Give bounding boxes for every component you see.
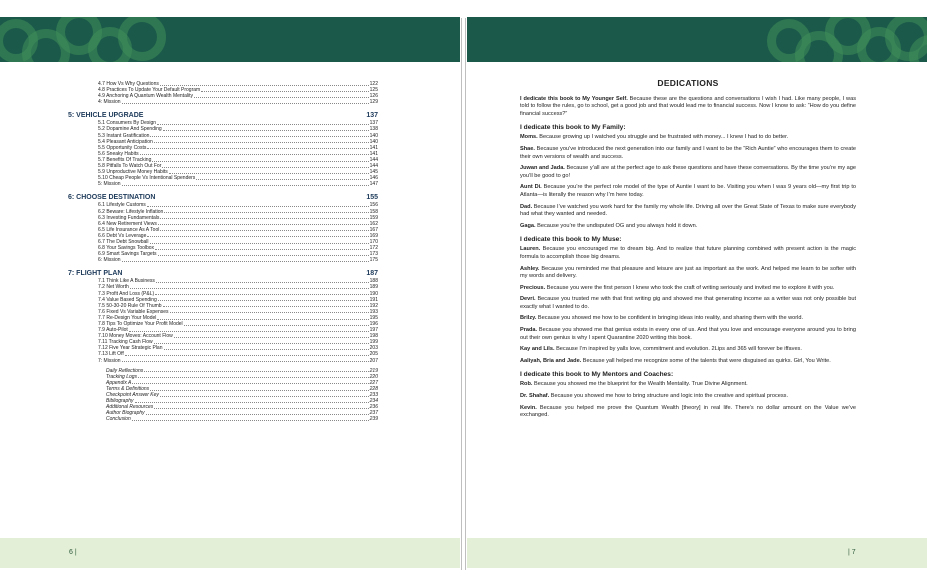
toc-section-heading [68, 111, 378, 120]
toc-entry-page: 188 [369, 278, 378, 285]
dedication-entry [520, 246, 856, 261]
toc-entry-page: 197 [369, 327, 378, 334]
toc-entry-title: 5: Mission [98, 181, 121, 188]
toc-extra-entry [68, 416, 378, 422]
toc-entry-page: 196 [369, 321, 378, 327]
toc-entry-page: 169 [369, 232, 378, 239]
toc-leader-dots [147, 233, 368, 238]
dedication-name: Rob. [520, 381, 533, 388]
toc-entry [68, 257, 378, 263]
toc-leader-dots [170, 309, 369, 314]
dedication-text: Because you encouraged me to dream big. And to realize that future planning combined with present action is the magic formula to accomplish those big dreams. [520, 246, 856, 260]
dedication-text: Because I’m inspired by yalls love, commitment and evolution. 2Lips and 365 will forever be iffaves. [554, 346, 802, 353]
toc-entry-title: 7.11 Tracking Cash Flow [98, 339, 153, 346]
toc-leader-dots [163, 126, 369, 131]
toc-entry-title: 5.5 Opportunity Costs [98, 144, 147, 151]
toc-section-title: 7: FLIGHT PLAN [68, 270, 123, 278]
toc-entry-page: 233 [369, 392, 378, 399]
dedication-entry [520, 346, 856, 354]
dedication-entry [520, 223, 856, 231]
dedication-text: Because you showed me how to bring structure and logic into the creative and spiritual process. [549, 393, 789, 400]
toc-entry-title: 7: Mission [98, 357, 121, 364]
dedication-entry [520, 358, 856, 366]
toc-leader-dots [144, 368, 368, 373]
dedication-entry [520, 405, 856, 420]
toc-section-page: 187 [366, 270, 378, 278]
toc-entry-page: 137 [369, 120, 378, 127]
toc-entry-page: 205 [369, 351, 378, 358]
toc-entry-title: 7.5 50-30-20 Rule Of Thumb [98, 302, 162, 309]
dedication-name: Prada. [520, 327, 538, 334]
toc-entry-page: 219 [369, 367, 378, 374]
dedication-entry [520, 165, 856, 180]
dedication-lead: I dedicate this book to My Younger Self. [520, 95, 628, 102]
toc-leader-dots [155, 291, 369, 296]
dedication-name: Ashley. [520, 265, 540, 272]
toc-leader-dots [184, 321, 369, 326]
toc-entry-page: 199 [369, 339, 378, 346]
dedication-text: Because you’re the perfect role model of the type of Auntie I want to be. Visiting you when I was 9 years old—my first trip to Atlanta—is literally the reason why I’m here today. [520, 184, 856, 198]
dedication-name: Aunt Di. [520, 184, 542, 191]
dedication-name: Lauren. [520, 246, 541, 253]
left-page [0, 0, 460, 588]
toc-entry-page: 203 [369, 345, 378, 352]
toc-entry-page: 228 [369, 385, 378, 392]
toc-entry-page: 144 [369, 156, 378, 163]
toc-leader-dots [157, 315, 368, 320]
toc-leader-dots [138, 374, 369, 379]
toc-entry-title: 7.9 Auto-Pilot [98, 327, 128, 334]
toc-entry-title: Daily Reflections [106, 367, 144, 374]
toc-entry-title: 7.10 Money Moves: Account Flow [98, 333, 173, 340]
toc-leader-dots [164, 345, 369, 350]
toc-leader-dots [156, 278, 369, 283]
toc-leader-dots [122, 181, 369, 186]
toc-entry-title: 6.8 Your Savings Toolbox [98, 245, 155, 252]
toc-entry-title: Tracking Logs [106, 373, 138, 380]
toc-leader-dots [122, 257, 369, 262]
toc-entry-page: 156 [369, 202, 378, 209]
right-header-banner [467, 17, 927, 62]
toc-leader-dots [174, 333, 369, 338]
dedication-name: Precious. [520, 284, 546, 291]
dedication-name: Moms. [520, 134, 538, 141]
dedication-entry [520, 315, 856, 323]
toc-entry-page: 141 [369, 144, 378, 151]
toc-entry-title: 6.2 Beware: Lifestyle Inflation [98, 208, 164, 215]
toc-entry-page: 220 [369, 373, 378, 380]
toc-entry-page: 175 [369, 257, 378, 264]
dedication-entry [520, 381, 856, 389]
dedication-text: Because you showed me how to be confident in bringing ideas into reality, and sharing them with the world. [536, 315, 804, 322]
toc-leader-dots [155, 245, 369, 250]
toc-entry-title: Conclusion [106, 416, 131, 423]
toc-entry-title: 7.2 Net Worth [98, 284, 129, 291]
toc-entry-title: 6.1 Lifestyle Customs [98, 202, 146, 209]
toc-entry-page: 122 [369, 81, 378, 87]
toc-entry-title: 5.9 Unproductive Money Habits [98, 169, 168, 176]
toc-leader-dots [154, 404, 368, 409]
dedication-name: Dad. [520, 203, 533, 210]
toc-section-heading [68, 193, 378, 202]
toc-entry-page: 227 [369, 379, 378, 386]
dedication-entry [520, 266, 856, 281]
toc-section-page: 155 [366, 194, 378, 202]
toc-entry-title: 5.6 Sneaky Habits [98, 150, 139, 157]
toc-entry-title: 7.3 Profit And Loss (P&L) [98, 290, 155, 297]
toc-entry-title: 4.9 Anchoring A Quantum Wealth Mentality [98, 93, 193, 100]
toc-entry-title: 4.7 How Vs Why Questions [98, 81, 159, 87]
dedication-text: Because you showed me the blueprint for the Wealth Mentality. True Divine Alignment. [532, 381, 748, 388]
toc-leader-dots [150, 239, 369, 244]
toc-entry-title: Additional Resources [106, 404, 154, 411]
dedication-self [520, 96, 856, 119]
toc-entry-page: 141 [369, 150, 378, 157]
toc-entry-page: 126 [369, 93, 378, 100]
toc-entry-page: 147 [369, 181, 378, 188]
toc-leader-dots [158, 251, 369, 256]
dedication-text: Because you showed me that genius exists in every one of us. And that you love and encourage everyone around you to bring out their own genius is why I spent Quarantine 2020 writing this book. [520, 327, 856, 341]
dedication-entry [520, 146, 856, 161]
toc-heading-spacer [123, 269, 365, 277]
toc-entry-page: 138 [369, 126, 378, 133]
toc-leader-dots [150, 386, 368, 391]
dedication-text: Because you trusted me with that first writing gig and showed me that generating income as a writer was not only possible but exactly what I wanted to do. [520, 296, 856, 310]
toc-section-page: 137 [366, 112, 378, 120]
dedication-group-heading: I dedicate this book to My Family: [520, 124, 626, 132]
toc-entry-title: 7.4 Value Based Spending [98, 296, 157, 303]
toc-entry-page: 239 [369, 416, 378, 423]
dedication-text: Because you reminded me that pleasure and leisure are just as important as the work. And helped me learn to be softer with my words and delivery. [520, 265, 856, 280]
toc-section-title: 5: VEHICLE UPGRADE [68, 112, 144, 120]
toc-entry-title: 5.7 Benefits Of Tracking [98, 156, 152, 163]
toc-entry-page: 129 [369, 99, 378, 106]
dedication-name: Gaga. [520, 222, 536, 229]
toc-entry-title: Bibliography [106, 398, 134, 405]
toc-leader-dots [146, 410, 369, 415]
dedication-name: Devri. [520, 296, 536, 303]
toc-entry-title: 6.6 Debt Vs Leverage [98, 232, 147, 239]
toc-entry-page: 172 [369, 245, 378, 252]
toc-entry-page: 190 [369, 290, 378, 297]
toc-leader-dots [196, 175, 368, 180]
toc-entry-page: 193 [369, 308, 378, 315]
toc-entry-page: 198 [369, 333, 378, 340]
toc-entry-page: 237 [369, 410, 378, 417]
toc-entry-title: Checkpoint Answer Key [106, 392, 159, 399]
toc-leader-dots [160, 215, 368, 220]
toc-entry [68, 181, 378, 187]
toc-section-title: 6: CHOOSE DESTINATION [68, 194, 156, 202]
dedication-text: Because you’re the undisputed OG and you always hold it down. [535, 222, 698, 229]
toc-leader-dots [154, 339, 369, 344]
toc-entry-page: 234 [369, 398, 378, 405]
dedication-text: Because yall helped me recognize some of the talents that were disguised as quirks. Girl, You Write. [581, 357, 831, 364]
toc-entry-page: 144 [369, 163, 378, 170]
toc-heading-spacer [156, 193, 365, 201]
toc-entry-page: 145 [369, 169, 378, 176]
toc-leader-dots [164, 209, 368, 214]
dedication-group-heading: I dedicate this book to My Mentors and Coaches: [520, 371, 674, 379]
toc-entry-page: 236 [369, 404, 378, 411]
dedication-name: Kay and Lils. [520, 346, 555, 353]
toc-entry-title: Terms & Definitions [106, 385, 150, 392]
toc-entry-page: 167 [369, 226, 378, 233]
dedication-entry [520, 285, 856, 293]
toc-entry-page: 191 [369, 296, 378, 303]
dedication-text: Because you were the first person I knew who took the craft of writing seriously and invited me to explore it with you. [545, 284, 835, 291]
toc-leader-dots [158, 221, 369, 226]
toc-entry-page: 158 [369, 208, 378, 215]
toc-entry-page: 173 [369, 251, 378, 258]
toc-leader-dots [163, 303, 369, 308]
toc-entry-title: 5.8 Pitfalls To Watch Out For [98, 163, 162, 170]
dedication-entry [520, 393, 856, 401]
toc-entry-title: 5.1 Consumers By Design [98, 120, 157, 127]
left-header-banner [0, 17, 460, 62]
dedication-name: Kevin. [520, 404, 537, 411]
toc-entry-title: 6.5 Life Insurance As A Tool [98, 226, 160, 233]
toc-entry-title: 4.8 Practices To Update Your Default Program [98, 87, 201, 94]
toc-heading-spacer [144, 111, 365, 119]
dedication-name: Juwan and Jada. [520, 165, 565, 172]
dedication-text: Because I’ve watched you work hard for the family my whole life. Driving all over the Great State of Texas to make sure everybody had what they wanted and needed. [520, 203, 856, 218]
toc-entry-title: 7.6 Fixed Vs Variable Expenses [98, 308, 169, 315]
toc-entry-title: 5.3 Instant Gratification [98, 132, 150, 139]
dedication-entry [520, 204, 856, 219]
dedication-entry [520, 327, 856, 342]
dedication-entry [520, 134, 856, 142]
toc-entry-title: 6.3 Investing Fundamentals [98, 214, 160, 221]
toc-entry-title: 4: Mission [98, 99, 121, 106]
toc-leader-dots [132, 416, 369, 421]
toc-leader-dots [135, 398, 369, 403]
table-of-contents [68, 81, 378, 423]
dedication-text: Because y’all are at the perfect age to ask these questions and have these conversations. By the time you’re my age you’ll be good to go! [520, 165, 856, 179]
dedications-section [520, 80, 856, 424]
toc-leader-dots [152, 157, 368, 162]
dedication-text: Because growing up I watched you struggle and be frustrated with money... I knew I had to do better. [537, 134, 789, 141]
toc-leader-dots [194, 93, 369, 98]
toc-leader-dots [160, 227, 368, 232]
toc-leader-dots [160, 392, 369, 397]
toc-entry-page: 207 [369, 357, 378, 364]
toc-leader-dots [158, 297, 369, 302]
right-page [467, 0, 927, 588]
toc-leader-dots [160, 81, 369, 86]
toc-entry-page: 140 [369, 132, 378, 139]
page-number: 6 | [69, 549, 77, 556]
toc-entry-page: 140 [369, 138, 378, 145]
toc-leader-dots [147, 202, 369, 207]
toc-leader-dots [169, 169, 369, 174]
toc-entry-title: 6.7 The Debt Snowball [98, 238, 149, 245]
toc-entry-page: 195 [369, 314, 378, 321]
toc-entry-title: 7.7 Re-Design Your Model [98, 314, 157, 321]
dedication-text: Because these are the questions and conversations I wish I had. Like many people, I was told to follow the rules, go to school, get a good job and that would lead me to financial success. Now I know to ask: “How do you define financial success?” [520, 95, 857, 117]
toc-entry-page: 159 [369, 214, 378, 221]
left-footer [0, 538, 460, 568]
dedications-title: DEDICATIONS [657, 78, 719, 88]
toc-leader-dots [129, 327, 369, 332]
toc-entry-page: 192 [369, 302, 378, 309]
dedication-text: Because you’ve introduced the next generation into our family and I want to be the “Rich Auntie” who encourages them to create their own versions of wealth and success. [520, 145, 856, 160]
toc-leader-dots [157, 120, 369, 125]
toc-entry-page: 189 [369, 284, 378, 291]
toc-leader-dots [122, 99, 369, 104]
page-number: | 7 [848, 549, 856, 556]
toc-leader-dots [150, 133, 368, 138]
toc-leader-dots [140, 151, 369, 156]
toc-entry-title: 5.10 Cheap People Vs Intentional Spenders [98, 175, 196, 182]
dedication-group-heading: I dedicate this book to My Muse: [520, 236, 622, 244]
dedication-entry [520, 184, 856, 199]
dedication-name: Brilzy. [520, 315, 537, 322]
dedication-name: Dr. Shahaf. [520, 393, 550, 400]
toc-entry-title: 6: Mission [98, 257, 121, 264]
toc-leader-dots [154, 139, 369, 144]
toc-entry-page: 170 [369, 238, 378, 245]
toc-section-heading [68, 269, 378, 278]
toc-leader-dots [147, 145, 368, 150]
toc-entry-title: 6.9 Smart Savings Targets [98, 251, 157, 258]
toc-leader-dots [122, 358, 369, 363]
toc-entry-page: 146 [369, 175, 378, 182]
toc-leader-dots [130, 284, 369, 289]
toc-entry-title: Appendix A [106, 379, 132, 386]
toc-entry-title: 5.4 Pleasant Anticipation [98, 138, 153, 145]
toc-leader-dots [162, 163, 368, 168]
toc-entry-title: 5.2 Dopamine And Spending [98, 126, 162, 133]
toc-leader-dots [132, 380, 368, 385]
dedication-name: Shae. [520, 145, 535, 152]
toc-entry-title: Author Biography [106, 410, 145, 417]
right-footer [467, 538, 927, 568]
dedication-text: Because you helped me prove the Quantum Wealth [theory] in real life. There’s no dollar amount on the Value we’ve exchanged. [520, 404, 856, 419]
toc-entry-title: 7.8 Tips To Optimize Your Profit Model [98, 321, 183, 327]
toc-entry-title: 7.1 Think Like A Business [98, 278, 155, 285]
toc-leader-dots [201, 87, 368, 92]
toc-entry-page: 162 [369, 220, 378, 227]
dedication-entry [520, 296, 856, 311]
toc-entry-title: 6.4 New Retirement Views [98, 220, 157, 227]
toc-entry-title: 7.13 Lift Off [98, 351, 124, 358]
toc-leader-dots [125, 351, 369, 356]
toc-entry-title: 7.12 Five Year Strategic Plan [98, 345, 163, 352]
book-spine [460, 0, 467, 588]
dedication-name: Aaliyah, Bria and Jade. [520, 357, 582, 364]
toc-entry-page: 125 [369, 87, 378, 94]
toc-entry [68, 99, 378, 105]
dedication-groups [520, 124, 856, 419]
